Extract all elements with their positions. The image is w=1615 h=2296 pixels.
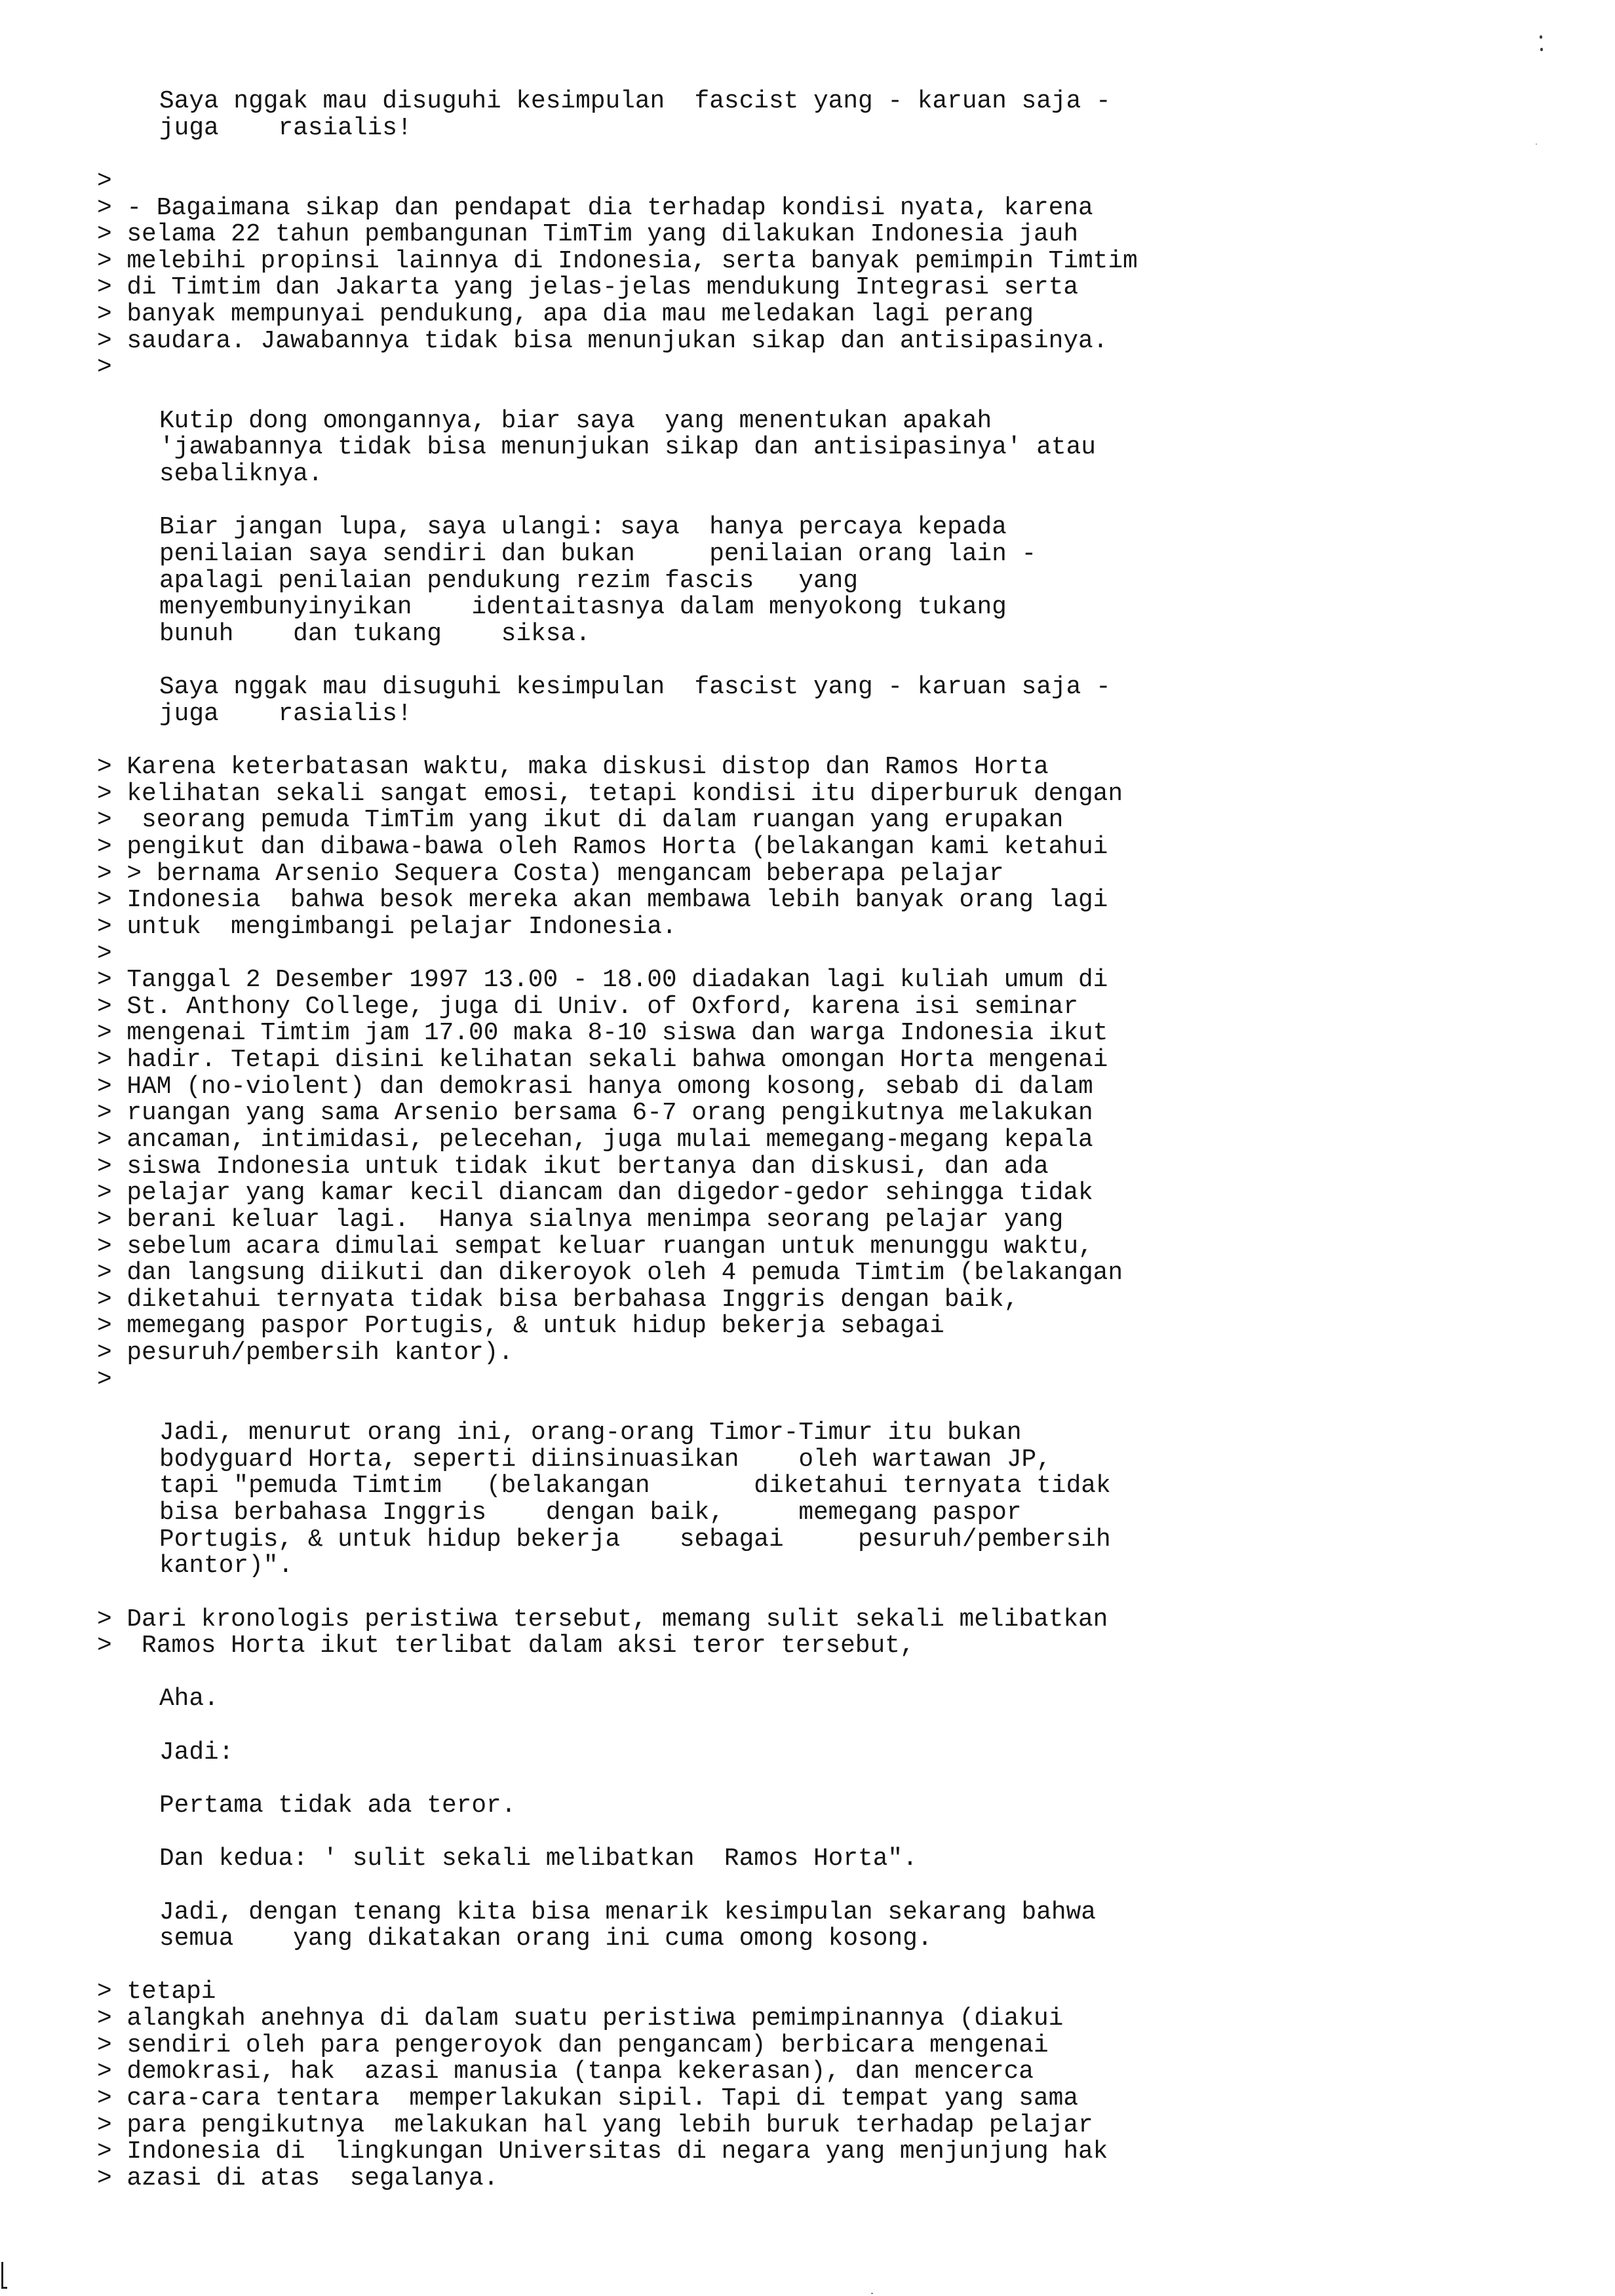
- quoted-line: > banyak mempunyai pendukung, apa dia mau meledakan lagi perang: [97, 301, 1034, 329]
- text-line: Dan kedua: ' sulit sekali melibatkan Ramos Horta".: [159, 1845, 918, 1873]
- text-line: tapi "pemuda Timtim (belakangan diketahui ternyata tidak: [159, 1472, 1111, 1501]
- text-line: Saya nggak mau disuguhi kesimpulan fascist yang - karuan saja -: [159, 674, 1111, 702]
- reply-paragraph: [0, 1740, 1615, 1767]
- quoted-line: > azasi di atas segalanya.: [97, 2164, 499, 2192]
- text-line: Jadi, dengan tenang kita bisa menarik kesimpulan sekarang bahwa: [159, 1898, 1096, 1926]
- quoted-text-block: [0, 168, 1615, 381]
- quoted-line: > Ramos Horta ikut terlibat dalam aksi teror tersebut,: [97, 1632, 915, 1660]
- quoted-line: > pesuruh/pembersih kantor).: [97, 1339, 514, 1368]
- quoted-line: > pengikut dan dibawa-bawa oleh Ramos Horta (belakangan kami ketahui: [97, 833, 1108, 861]
- quoted-line: >: [97, 167, 112, 195]
- quoted-line: > cara-cara tentara memperlakukan sipil. Tapi di tempat yang sama: [97, 2085, 1079, 2113]
- quoted-line: > hadir. Tetapi disini kelihatan sekali bahwa omongan Horta mengenai: [97, 1046, 1108, 1075]
- quoted-line: > demokrasi, hak azasi manusia (tanpa kekerasan), dan mencerca: [97, 2058, 1034, 2086]
- scan-artifact-dot: [1540, 48, 1543, 51]
- reply-paragraph: [0, 1793, 1615, 1820]
- reply-paragraph: [0, 1686, 1615, 1713]
- quoted-line: > > bernama Arsenio Sequera Costa) mengancam beberapa pelajar: [97, 860, 1004, 888]
- reply-paragraph: [0, 1900, 1615, 1953]
- quoted-line: >: [97, 1366, 112, 1394]
- quoted-line: > ruangan yang sama Arsenio bersama 6-7 orang pengikutnya melakukan: [97, 1100, 1093, 1128]
- text-line: Portugis, & untuk hidup bekerja sebagai pesuruh/pembersih: [159, 1525, 1111, 1554]
- reply-paragraph: [0, 514, 1615, 647]
- quoted-line: > mengenai Timtim jam 17.00 maka 8-10 siswa dan warga Indonesia ikut: [97, 1020, 1108, 1048]
- quoted-line: > seorang pemuda TimTim yang ikut di dalam ruangan yang erupakan: [97, 807, 1064, 835]
- scan-artifact-mark: [1, 2287, 7, 2289]
- text-line: apalagi penilaian pendukung rezim fascis yang: [159, 567, 859, 595]
- quoted-line: >: [97, 940, 112, 968]
- quoted-line: >: [97, 354, 112, 382]
- text-line: bunuh dan tukang siksa.: [159, 620, 591, 648]
- quoted-line: > memegang paspor Portugis, & untuk hidup bekerja sebagai: [97, 1312, 944, 1341]
- quoted-line: > Karena keterbatasan waktu, maka diskusi distop dan Ramos Horta: [97, 754, 1049, 782]
- scan-artifact-dot: [871, 2293, 873, 2294]
- quoted-line: > Indonesia bahwa besok mereka akan membawa lebih banyak orang lagi: [97, 887, 1108, 915]
- email-reply-text: [0, 88, 1615, 2192]
- text-line: juga rasialis!: [159, 114, 412, 142]
- text-line: bisa berbahasa Inggris dengan baik, memegang paspor: [159, 1499, 1022, 1527]
- reply-paragraph: [0, 674, 1615, 727]
- quoted-line: > melebihi propinsi lainnya di Indonesia, serta banyak pemimpin Timtim: [97, 247, 1138, 275]
- quoted-text-block: [0, 1607, 1615, 1660]
- scan-artifact-mark: [1, 2262, 3, 2288]
- quoted-line: > berani keluar lagi. Hanya sialnya menimpa seorang pelajar yang: [97, 1206, 1064, 1234]
- quoted-line: > siswa Indonesia untuk tidak ikut bertanya dan diskusi, dan ada: [97, 1153, 1049, 1181]
- text-line: 'jawabannya tidak bisa menunjukan sikap dan antisipasinya' atau: [159, 434, 1096, 462]
- quoted-line: > alangkah anehnya di dalam suatu peristiwa pemimpinannya (diakui: [97, 2005, 1064, 2033]
- quoted-line: > tetapi: [97, 1978, 216, 2006]
- reply-paragraph: [0, 88, 1615, 142]
- text-line: Saya nggak mau disuguhi kesimpulan fascist yang - karuan saja -: [159, 88, 1111, 115]
- text-line: penilaian saya sendiri dan bukan penilaian orang lain -: [159, 540, 1037, 568]
- text-line: menyembunyinyikan identaitasnya dalam menyokong tukang: [159, 594, 1007, 622]
- text-line: juga rasialis!: [159, 700, 412, 728]
- quoted-line: > untuk mengimbangi pelajar Indonesia.: [97, 913, 677, 941]
- quoted-line: > saudara. Jawabannya tidak bisa menunjukan sikap dan antisipasinya.: [97, 327, 1108, 355]
- quoted-line: > pelajar yang kamar kecil diancam dan digedor-gedor sehingga tidak: [97, 1179, 1093, 1208]
- text-line: Aha.: [159, 1685, 219, 1713]
- text-line: Pertama tidak ada teror.: [159, 1792, 516, 1820]
- quoted-line: > ancaman, intimidasi, pelecehan, juga mulai memegang-megang kepala: [97, 1126, 1093, 1154]
- text-line: bodyguard Horta, seperti diinsinuasikan oleh wartawan JP,: [159, 1445, 1051, 1474]
- quoted-line: > Indonesia di lingkungan Universitas di negara yang menjunjung hak: [97, 2138, 1108, 2166]
- quoted-line: > para pengikutnya melakukan hal yang lebih buruk terhadap pelajar: [97, 2111, 1093, 2139]
- quoted-line: > selama 22 tahun pembangunan TimTim yang dilakukan Indonesia jauh: [97, 221, 1079, 249]
- quoted-line: > diketahui ternyata tidak bisa berbahasa Inggris dengan baik,: [97, 1286, 1019, 1314]
- quoted-line: > kelihatan sekali sangat emosi, tetapi kondisi itu diperburuk dengan: [97, 780, 1123, 808]
- text-line: Kutip dong omongannya, biar saya yang menentukan apakah: [159, 407, 992, 435]
- quoted-line: > Dari kronologis peristiwa tersebut, memang sulit sekali melibatkan: [97, 1605, 1108, 1634]
- quoted-text-block: [0, 1979, 1615, 2192]
- text-line: semua yang dikatakan orang ini cuma omong kosong.: [159, 1925, 933, 1953]
- quoted-line: > - Bagaimana sikap dan pendapat dia terhadap kondisi nyata, karena: [97, 194, 1093, 222]
- quoted-line: > dan langsung diikuti dan dikeroyok oleh 4 pemuda Timtim (belakangan: [97, 1259, 1123, 1288]
- quoted-line: > sendiri oleh para pengeroyok dan pengancam) berbicara mengenai: [97, 2031, 1049, 2059]
- quoted-line: > di Timtim dan Jakarta yang jelas-jelas mendukung Integrasi serta: [97, 274, 1079, 302]
- text-line: Jadi, menurut orang ini, orang-orang Timor-Timur itu bukan: [159, 1419, 1022, 1447]
- reply-paragraph: [0, 1846, 1615, 1873]
- quoted-line: > Tanggal 2 Desember 1997 13.00 - 18.00 diadakan lagi kuliah umum di: [97, 966, 1108, 995]
- quoted-line: > sebelum acara dimulai sempat keluar ruangan untuk menunggu waktu,: [97, 1233, 1093, 1261]
- quoted-line: > HAM (no-violent) dan demokrasi hanya omong kosong, sebab di dalam: [97, 1073, 1093, 1101]
- quoted-line: > St. Anthony College, juga di Univ. of Oxford, karena isi seminar: [97, 993, 1079, 1021]
- reply-paragraph: [0, 408, 1615, 488]
- scan-artifact-dot: [1540, 35, 1542, 39]
- text-line: kantor)".: [159, 1552, 294, 1580]
- text-line: sebaliknya.: [159, 460, 323, 488]
- quoted-text-block: [0, 754, 1615, 1393]
- text-line: Jadi:: [159, 1738, 234, 1767]
- text-line: Biar jangan lupa, saya ulangi: saya hanya percaya kepada: [159, 514, 1007, 542]
- reply-paragraph: [0, 1420, 1615, 1580]
